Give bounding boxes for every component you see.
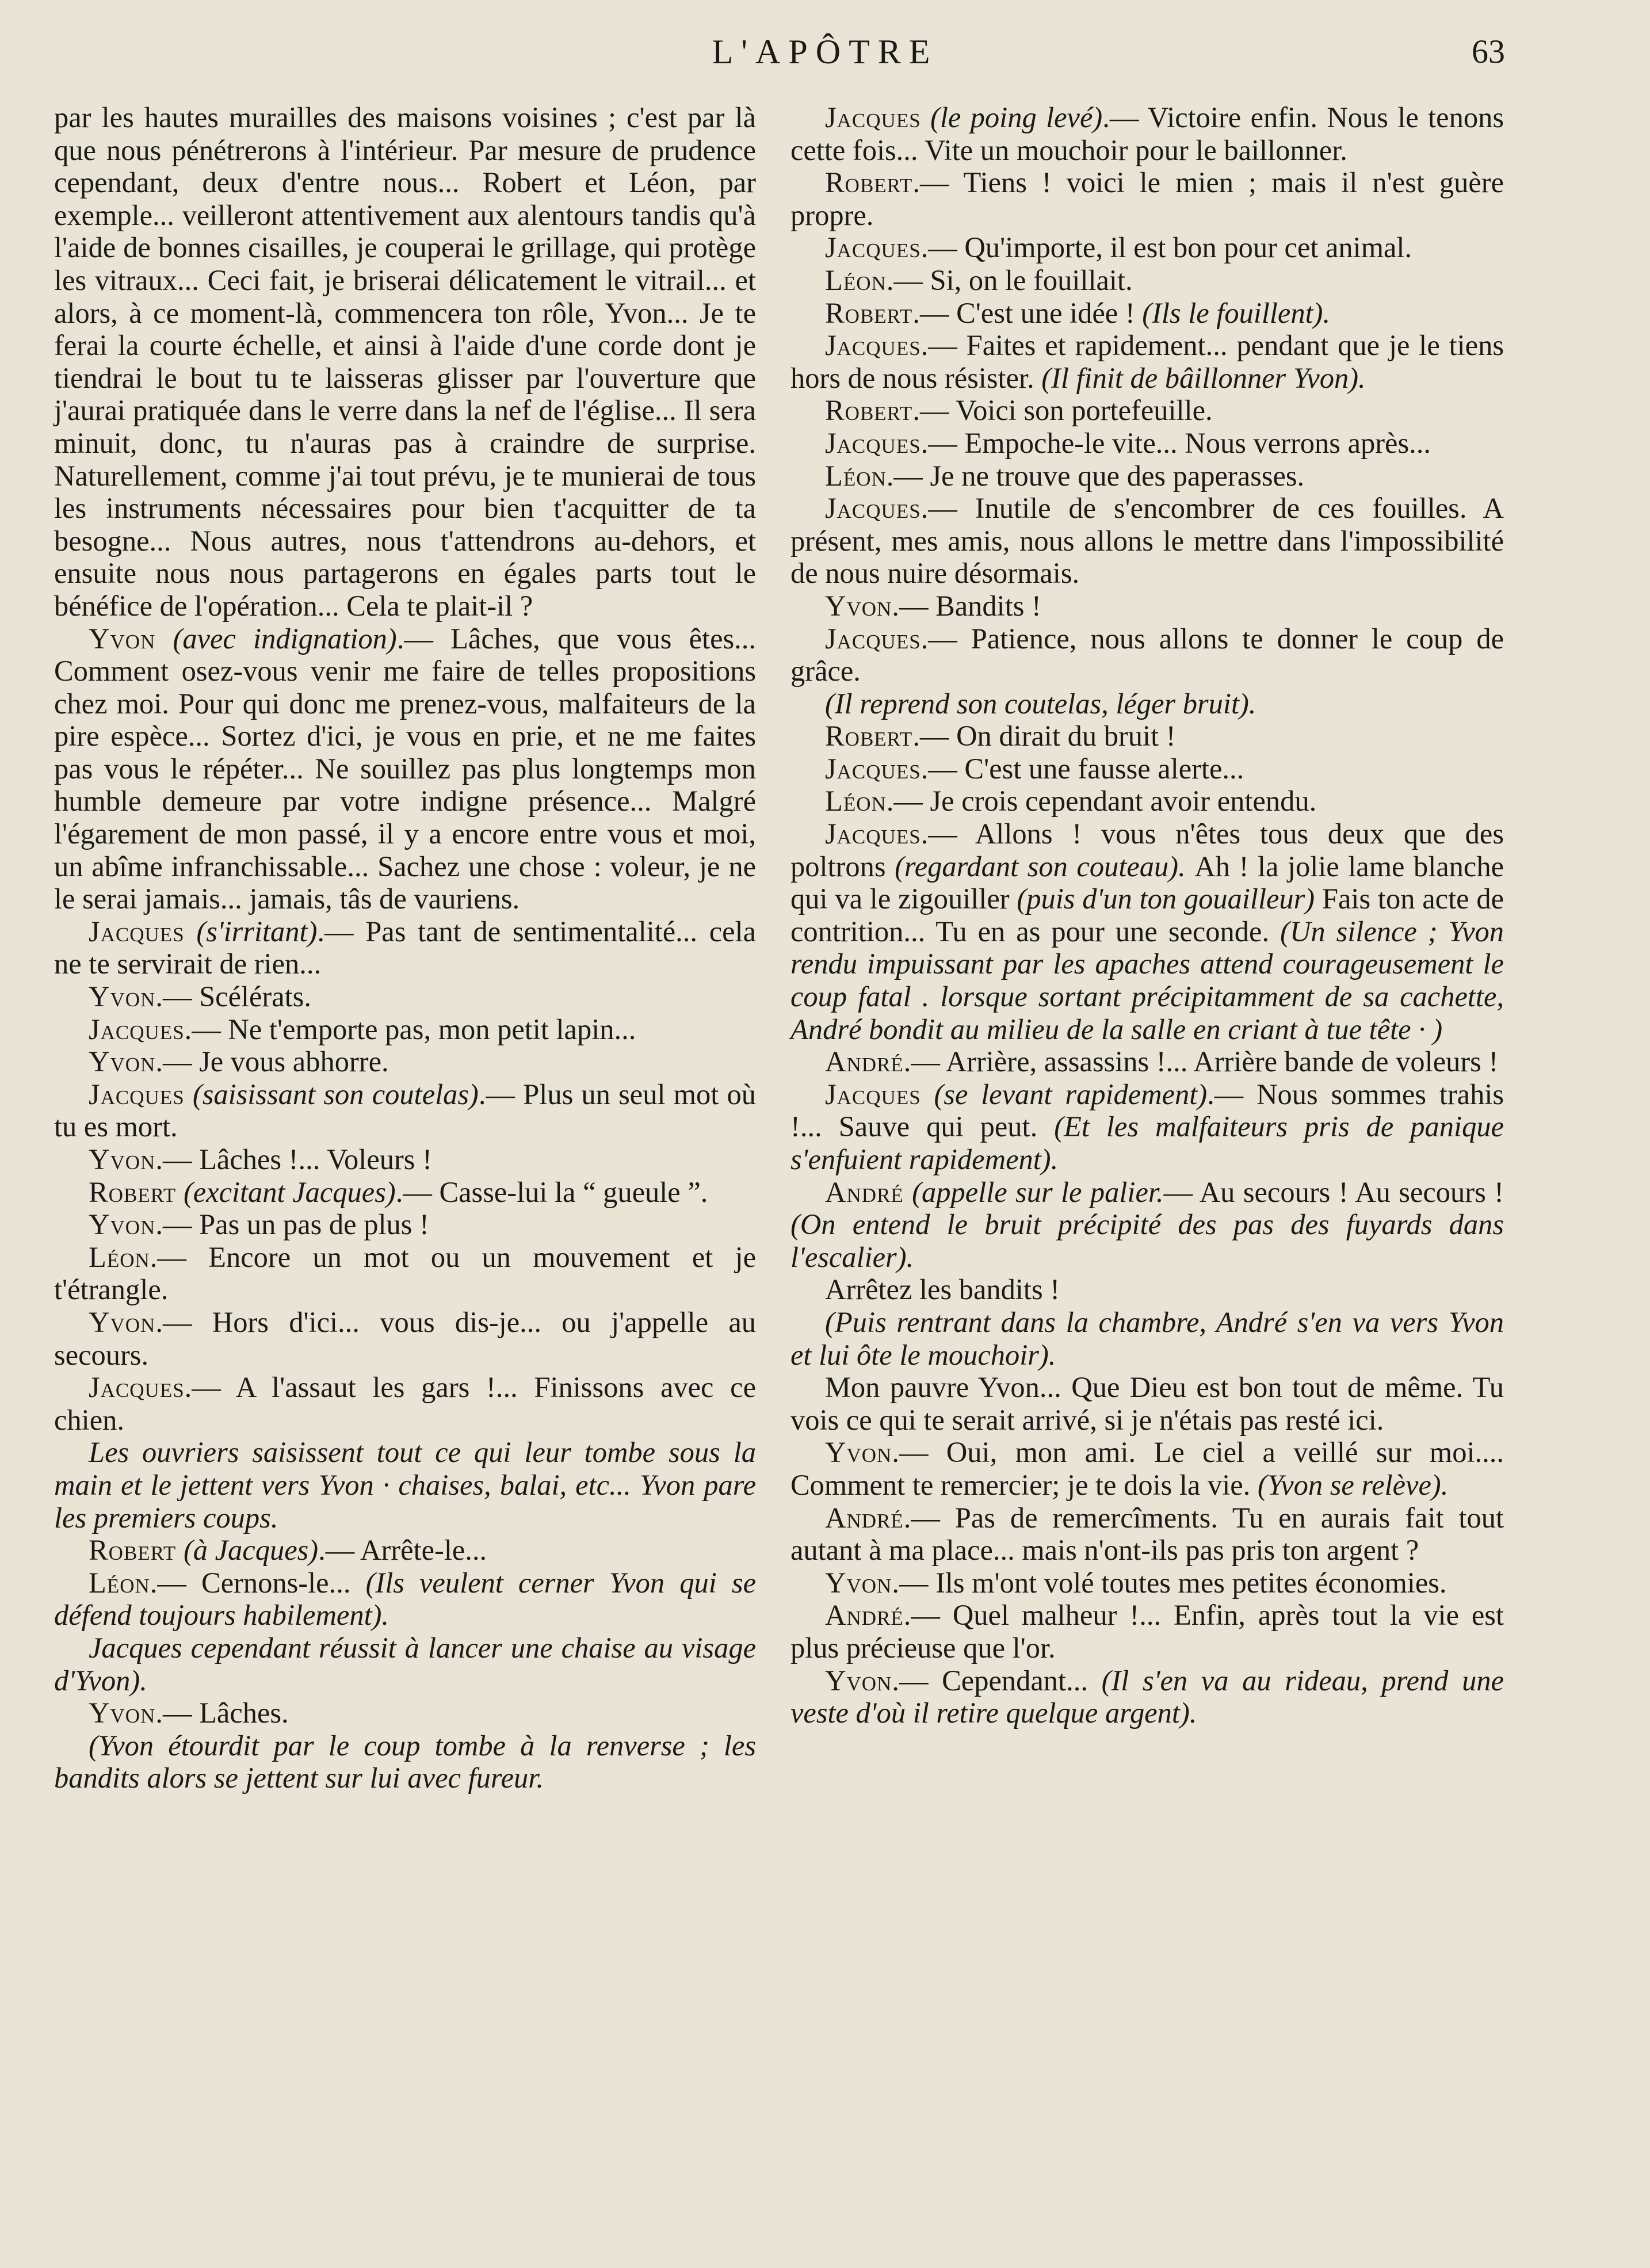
stage-direction-inline: (le poing levé) (930, 101, 1103, 133)
dialogue-line (54, 1371, 756, 1436)
dialogue-line (790, 623, 1504, 688)
dialogue-line (790, 590, 1504, 623)
dialogue-line (790, 1176, 1504, 1274)
speaker-name: Léon (89, 1566, 150, 1599)
dialogue-text: .— C'est une fausse alerte... (921, 752, 1244, 785)
dialogue-text: .— Cependant... (892, 1664, 1102, 1697)
dialogue-text: .— C'est une idée ! (912, 296, 1143, 329)
speaker-name: Léon (825, 459, 887, 492)
dialogue-line (54, 1567, 756, 1632)
speaker-name: Jacques (89, 1371, 185, 1404)
dialogue-text: .— Plus un seul mot où tu es mort. (54, 1078, 756, 1143)
speaker-name: André (825, 1045, 904, 1078)
speaker-name: Yvon (89, 1045, 156, 1078)
dialogue-text: .— Voici son portefeuille. (912, 394, 1213, 427)
running-title: L'APÔTRE (712, 33, 938, 71)
dialogue-paragraph: Mon pauvre Yvon... Que Dieu est bon tout de même. Tu vois ce qui te serait arrivé, si je n'étais pas resté ici. (790, 1371, 1504, 1436)
dialogue-text: .— Encore un mot ou un mouvement et je t'étrangle. (54, 1240, 756, 1306)
dialogue-line (790, 1502, 1504, 1567)
dialogue-line (54, 1078, 756, 1143)
dialogue-line (790, 1436, 1504, 1501)
dialogue-line (790, 720, 1504, 753)
dialogue-line (790, 1567, 1504, 1599)
speaker-name: Yvon (825, 589, 892, 622)
dialogue-text: .— Cernons-le... (150, 1566, 366, 1599)
speaker-name: Yvon (89, 1208, 156, 1241)
dialogue-line (790, 394, 1504, 427)
dialogue-line (790, 231, 1504, 264)
dialogue-line (790, 460, 1504, 492)
dialogue-line (790, 297, 1504, 330)
stage-direction-inline: (se levant rapidement) (934, 1078, 1208, 1110)
dialogue-text: .— Scélérats. (155, 980, 311, 1013)
dialogue-text: .— Pas un pas de plus ! (155, 1208, 429, 1241)
dialogue-text: .— Faites et rapidement... pendant que je le tiens hors de nous résister. (790, 329, 1504, 394)
dialogue-text: .— Oui, mon ami. Le ciel a veillé sur moi.... Comment te remercier; je te dois la vie. (790, 1436, 1504, 1501)
speaker-name: Yvon (89, 980, 156, 1013)
speaker-name: Yvon (825, 1664, 892, 1697)
dialogue-text: .— Allons ! vous n'êtes tous deux que des poltrons (790, 818, 1504, 883)
dialogue-line (54, 1176, 756, 1209)
dialogue-text: .— Bandits ! (892, 589, 1041, 622)
speaker-name: Jacques (825, 426, 921, 459)
speaker-name: Léon (825, 264, 887, 296)
dialogue-line (790, 1045, 1504, 1078)
dialogue-line (54, 1306, 756, 1371)
page-number: 63 (1472, 33, 1505, 70)
dialogue-text: .— Tiens ! voici le mien ; mais il n'est guère propre. (790, 166, 1504, 231)
speaker-name: Robert (825, 166, 913, 199)
dialogue-text: — Au secours ! Au secours ! (1163, 1175, 1504, 1208)
speaker-name: Jacques (825, 622, 921, 655)
speaker-name: Robert (825, 720, 913, 753)
dialogue-line (54, 1013, 756, 1046)
stage-direction-inline: (puis d'un ton gouailleur) (1017, 883, 1322, 915)
speaker-name: Robert (825, 394, 913, 427)
stage-direction-inline: (Il finit de bâillonner Yvon). (1041, 361, 1366, 394)
dialogue-line (790, 1664, 1504, 1729)
speaker-name: Robert (825, 296, 913, 329)
speaker-name: Jacques (89, 1013, 185, 1045)
dialogue-line (54, 623, 756, 915)
right-column (790, 101, 1504, 1729)
dialogue-line (790, 264, 1504, 297)
speaker-name: Yvon (825, 1436, 892, 1469)
dialogue-line (790, 492, 1504, 590)
dialogue-text: .— Je vous abhorre. (155, 1045, 389, 1078)
dialogue-text: .— Nous sommes trahis !... Sauve qui peut. (790, 1078, 1504, 1143)
speaker-name: Jacques (825, 1078, 921, 1110)
stage-direction: Les ouvriers saisissent tout ce qui leur tombe sous la main et le jettent vers Yvon · chaises, balai, etc... Yvon pare les premiers coups. (54, 1436, 756, 1534)
speaker-name: Jacques (825, 101, 921, 133)
dialogue-text: .— Je ne trouve que des paperasses. (886, 459, 1305, 492)
dialogue-text: .— Qu'importe, il est bon pour cet animal. (921, 231, 1412, 264)
speaker-name: Yvon (89, 1143, 156, 1175)
stage-direction-inline: (Un silence ; Yvon rendu impuissant par les apaches attend courageusement le coup fatal . lorsque sortant précipitamment de sa cachette, André bondit au milieu de la salle en criant à tue tête · ) (790, 915, 1504, 1045)
speaker-name: Jacques (89, 1078, 185, 1110)
dialogue-text: .— Lâches !... Voleurs ! (155, 1143, 432, 1175)
dialogue-text: .— Lâches, que vous êtes... Comment osez-vous venir me faire de telles propositions chez moi. Pour qui donc me prenez-vous, malfaiteurs de la pire espèce... Sortez d'ici, je vous en prie, et ne me faites pas vous le répéter... Ne souillez pas plus longtemps mon humble demeure par votre indigne présence... Malgré l'égarement de mon passé, il y a encore entre vous et moi, un abîme infranchissable... Sachez une chose : voleur, je ne le serai jamais... jamais, tâs de vauriens. (54, 622, 757, 915)
stage-direction-inline: (regardant son couteau). (895, 850, 1195, 883)
dialogue-text: .— A l'assaut les gars !... Finissons avec ce chien. (54, 1371, 756, 1436)
speaker-name: André (825, 1599, 904, 1632)
dialogue-text: Fais ton acte de contrition... Tu en as pour une seconde. (790, 883, 1504, 948)
dialogue-text: .— Pas tant de sentimentalité... cela ne te servirait de rien... (54, 915, 756, 980)
speaker-name: Yvon (89, 1697, 156, 1729)
speaker-name: André (825, 1175, 904, 1208)
speaker-name: Jacques (825, 231, 921, 264)
dialogue-line (790, 785, 1504, 818)
stage-direction: Jacques cependant réussit à lancer une chaise au visage d'Yvon). (54, 1631, 756, 1697)
speaker-name: Jacques (825, 492, 921, 525)
stage-direction-inline: (Yvon se relève). (1257, 1468, 1449, 1501)
speaker-name: Léon (89, 1240, 150, 1273)
dialogue-line (54, 980, 756, 1013)
stage-direction-inline: (saisissant son coutelas) (192, 1078, 479, 1110)
dialogue-text: .— Lâches. (155, 1697, 289, 1729)
stage-direction-inline: (Et les malfaiteurs pris de panique s'enfuient rapidement). (790, 1110, 1504, 1175)
stage-direction-inline: (avec indignation) (173, 622, 397, 655)
stage-direction-inline: (appelle sur le palier. (912, 1175, 1164, 1208)
stage-direction-inline: (s'irritant) (196, 915, 318, 948)
stage-direction-inline: (à Jacques) (183, 1534, 319, 1567)
dialogue-text: .— Arrête-le... (318, 1534, 487, 1567)
dialogue-text: .— On dirait du bruit ! (912, 720, 1176, 753)
dialogue-line (54, 1534, 756, 1567)
stage-direction-inline: (Ils le fouillent). (1142, 296, 1331, 329)
dialogue-text: .— Patience, nous allons te donner le coup de grâce. (790, 622, 1504, 688)
left-column (54, 101, 756, 1794)
dialogue-line (54, 1143, 756, 1176)
dialogue-line (790, 166, 1504, 231)
dialogue-line (790, 101, 1504, 166)
dialogue-line (790, 818, 1504, 1045)
dialogue-text: .— Pas de remercîments. Tu en aurais fait tout autant à ma place... mais n'ont-ils pas pris ton argent ? (790, 1501, 1504, 1567)
stage-direction-inline: (Il s'en va au rideau, prend une veste d'où il retire quelque argent). (790, 1664, 1504, 1729)
stage-direction-inline: (On entend le bruit précipité des pas des fuyards dans l'escalier). (790, 1208, 1504, 1273)
dialogue-line (54, 1045, 756, 1078)
dialogue-text: .— Si, on le fouillait. (886, 264, 1133, 296)
dialogue-text: .— Empoche-le vite... Nous verrons après... (921, 426, 1431, 459)
dialogue-text: .— Ils m'ont volé toutes mes petites économies. (892, 1566, 1447, 1599)
speaker-name: Jacques (825, 818, 921, 850)
speaker-name: Yvon (825, 1566, 892, 1599)
stage-direction: (Il reprend son coutelas, léger bruit). (825, 687, 1256, 720)
stage-direction: (Puis rentrant dans la chambre, André s'en va vers Yvon et lui ôte le mouchoir). (790, 1305, 1504, 1371)
speaker-name: Robert (89, 1534, 177, 1567)
dialogue-paragraph: par les hautes murailles des maisons voisines ; c'est par là que nous pénétrerons à l'intérieur. Par mesure de prudence cependant, deux d'entre nous... Robert et Léon, par exemple... veilleront attentivement aux alentours tandis qu'à l'aide de bonnes cisailles, je couperai le grillage, qui protège les vitraux... Ceci fait, je briserai délicatement le vitrail... et alors, à ce moment-là, commencera ton rôle, Yvon... Je te ferai la courte échelle, et ainsi à l'aide d'une corde dont je tiendrai le bout tu te laisseras glisser par l'ouverture que j'aurai pratiquée dans le verre dans la nef de l'église... Il sera minuit, donc, tu n'auras pas à craindre de surprise. Naturellement, comme j'ai tout prévu, je te munierai de tous les instruments nécessaires pour bien t'acquitter de ta besogne... Nous autres, nous t'attendrons au-dehors, et ensuite nous nous partagerons en égales parts tout le bénéfice de l'opération... Cela te plait-il ? (54, 101, 756, 622)
speaker-name: André (825, 1501, 904, 1534)
dialogue-text: .— Casse-lui la “ gueule ”. (395, 1175, 708, 1208)
dialogue-text: .— Ne t'emporte pas, mon petit lapin... (184, 1013, 636, 1045)
dialogue-line (54, 915, 756, 980)
dialogue-text: .— Hors d'ici... vous dis-je... ou j'appelle au secours. (54, 1305, 756, 1371)
speaker-name: Jacques (89, 915, 185, 948)
dialogue-paragraph: Arrêtez les bandits ! (825, 1273, 1060, 1306)
dialogue-line (790, 427, 1504, 460)
stage-direction-inline: (Ils veulent cerner Yvon qui se défend toujours habilement). (54, 1566, 756, 1632)
speaker-name: Yvon (89, 622, 156, 655)
speaker-name: Yvon (89, 1305, 156, 1338)
speaker-name: Léon (825, 785, 887, 818)
dialogue-text: .— Arrière, assassins !... Arrière bande de voleurs ! (903, 1045, 1499, 1078)
dialogue-text: .— Je crois cependant avoir entendu. (886, 785, 1317, 818)
speaker-name: Jacques (825, 329, 921, 362)
dialogue-text: .— Inutile de s'encombrer de ces fouilles. A présent, mes amis, nous allons le mettre dans l'impossibilité de nous nuire désormais. (790, 492, 1504, 590)
dialogue-line (790, 1078, 1504, 1176)
dialogue-text: Ah ! la jolie lame blanche qui va le zigouiller (790, 850, 1504, 915)
dialogue-line (790, 1599, 1504, 1664)
dialogue-line (54, 1241, 756, 1306)
dialogue-text: .— Victoire enfin. Nous le tenons cette fois... Vite un mouchoir pour le baillonner. (790, 101, 1504, 166)
dialogue-line (790, 753, 1504, 785)
stage-direction-inline: (excitant Jacques) (183, 1175, 396, 1208)
dialogue-line (790, 329, 1504, 394)
speaker-name: Robert (89, 1175, 177, 1208)
page-header (0, 28, 1650, 74)
speaker-name: Jacques (825, 752, 921, 785)
dialogue-line (54, 1208, 756, 1241)
stage-direction: (Yvon étourdit par le coup tombe à la renverse ; les bandits alors se jettent sur lui avec fureur. (54, 1729, 756, 1794)
dialogue-text: .— Quel malheur !... Enfin, après tout la vie est plus précieuse que l'or. (790, 1599, 1504, 1664)
dialogue-line (54, 1697, 756, 1729)
